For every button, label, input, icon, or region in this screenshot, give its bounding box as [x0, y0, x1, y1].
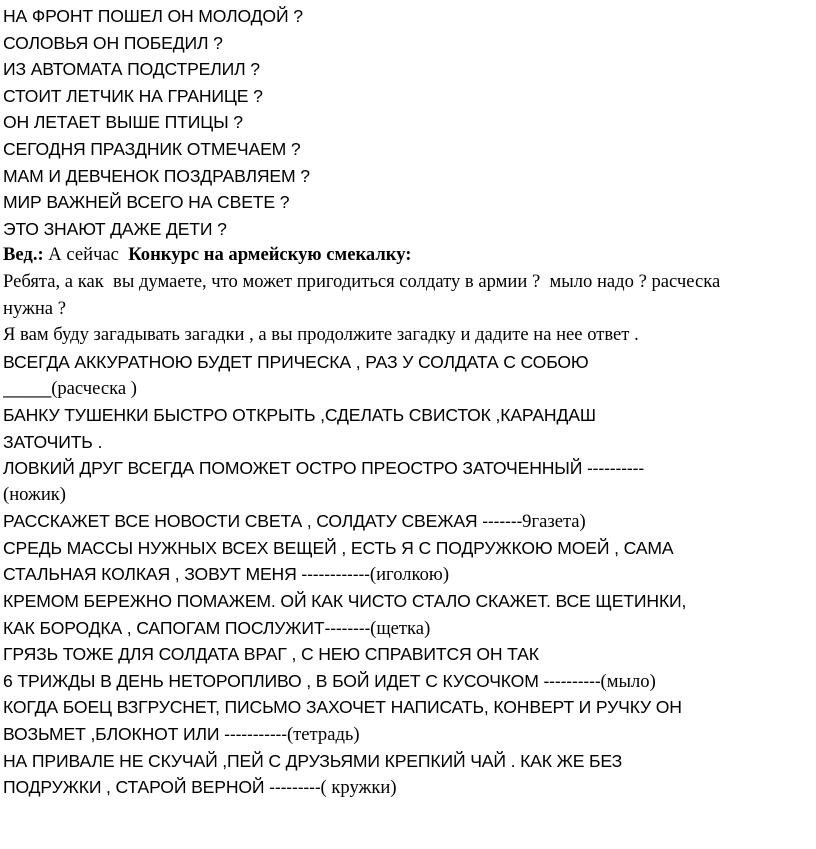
- contest-heading: [3, 242, 816, 269]
- riddle-answer: 9газета): [522, 511, 586, 533]
- poem-line: СОЛОВЬЯ ОН ПОБЕДИЛ ?: [3, 32, 223, 53]
- riddle-line: [3, 508, 816, 535]
- riddle-answer: (иголкою): [369, 564, 450, 586]
- riddle-line: ЛОВКИЙ ДРУГ ВСЕГДА ПОМОЖЕТ ОСТРО ПРЕОСТРО ЗАТОЧЕННЫЙ ----------: [3, 458, 645, 479]
- question-line: нужна ?: [3, 297, 66, 319]
- riddle-text: ПОДРУЖКИ , СТАРОЙ ВЕРНОЙ ---------: [3, 777, 321, 798]
- riddle-answer: (щетка): [370, 617, 431, 639]
- riddle-line: НА ПРИВАЛЕ НЕ СКУЧАЙ ,ПЕЙ С ДРУЗЬЯМИ КРЕПКИЙ ЧАЙ . КАК ЖЕ БЕЗ: [3, 750, 623, 771]
- answer-blank: _____: [3, 378, 52, 399]
- poem-line: МАМ И ДЕВЧЕНОК ПОЗДРАВЛЯЕМ ?: [3, 165, 310, 186]
- poem-line: НА ФРОНТ ПОШЕЛ ОН МОЛОДОЙ ?: [3, 6, 303, 26]
- riddle-line: [3, 561, 816, 588]
- riddle-text: ВОЗЬМЕТ ,БЛОКНОТ ИЛИ -----------: [3, 724, 287, 745]
- riddle-answer: (ножик): [3, 483, 66, 505]
- speaker-label: Вед.:: [3, 244, 44, 266]
- riddle-text: КАК БОРОДКА , САПОГАМ ПОСЛУЖИТ--------: [3, 617, 371, 638]
- riddle-line: КРЕМОМ БЕРЕЖНО ПОМАЖЕМ. ОЙ КАК ЧИСТО СТАЛО СКАЖЕТ. ВСЕ ЩЕТИНКИ,: [3, 591, 687, 612]
- poem-line: МИР ВАЖНЕЙ ВСЕГО НА СВЕТЕ ?: [3, 192, 290, 213]
- riddle-text: СТАЛЬНАЯ КОЛКАЯ , ЗОВУТ МЕНЯ ------------: [3, 564, 370, 585]
- riddle-line: [3, 774, 816, 801]
- riddle-text: 6 ТРИЖДЫ В ДЕНЬ НЕТОРОПЛИВО , В БОЙ ИДЕТ С КУСОЧКОМ ----------: [3, 670, 601, 691]
- riddle-answer: (расческа ): [51, 378, 137, 400]
- riddle-answer: ( кружки): [320, 777, 397, 799]
- riddle-line: [3, 721, 816, 748]
- poem-line: ИЗ АВТОМАТА ПОДСТРЕЛИЛ ?: [3, 59, 260, 80]
- riddle-line: [3, 375, 816, 402]
- contest-title: Конкурс на армейскую смекалку:: [128, 244, 412, 266]
- contest-intro: А сейчас: [43, 244, 129, 266]
- riddle-line: ЗАТОЧИТЬ .: [3, 431, 103, 452]
- poem-line: СТОИТ ЛЕТЧИК НА ГРАНИЦЕ ?: [3, 85, 263, 106]
- riddle-line: [3, 668, 816, 695]
- riddle-text: РАССКАЖЕТ ВСЕ НОВОСТИ СВЕТА , СОЛДАТУ СВЕЖАЯ -------: [3, 511, 523, 532]
- question-line: Ребята, а как вы думаете, что может пригодиться солдату в армии ? мыло надо ? расческа: [3, 270, 721, 292]
- riddle-answer: (мыло): [600, 670, 656, 692]
- riddle-line: КОГДА БОЕЦ ВЗГРУСНЕТ, ПИСЬМО ЗАХОЧЕТ НАПИСАТЬ, КОНВЕРТ И РУЧКУ ОН: [3, 697, 682, 718]
- riddle-line: СРЕДЬ МАССЫ НУЖНЫХ ВСЕХ ВЕЩЕЙ , ЕСТЬ Я С ПОДРУЖКОЮ МОЕЙ , САМА: [3, 537, 674, 558]
- poem-line: СЕГОДНЯ ПРАЗДНИК ОТМЕЧАЕМ ?: [3, 138, 301, 159]
- instruction-line: Я вам буду загадывать загадки , а вы продолжите загадку и дадите на нее ответ .: [3, 324, 639, 346]
- riddle-line: ВСЕГДА АККУРАТНОЮ БУДЕТ ПРИЧЕСКА , РАЗ У СОЛДАТА С СОБОЮ: [3, 351, 589, 372]
- riddle-line: [3, 615, 816, 642]
- poem-line: ОН ЛЕТАЕТ ВЫШЕ ПТИЦЫ ?: [3, 112, 243, 133]
- riddle-answer: (тетрадь): [286, 724, 360, 746]
- poem-line: ЭТО ЗНАЮТ ДАЖЕ ДЕТИ ?: [3, 218, 227, 239]
- riddle-line: ГРЯЗЬ ТОЖЕ ДЛЯ СОЛДАТА ВРАГ , С НЕЮ СПРАВИТСЯ ОН ТАК: [3, 644, 539, 665]
- riddle-line: БАНКУ ТУШЕНКИ БЫСТРО ОТКРЫТЬ ,СДЕЛАТЬ СВИСТОК ,КАРАНДАШ: [3, 404, 596, 425]
